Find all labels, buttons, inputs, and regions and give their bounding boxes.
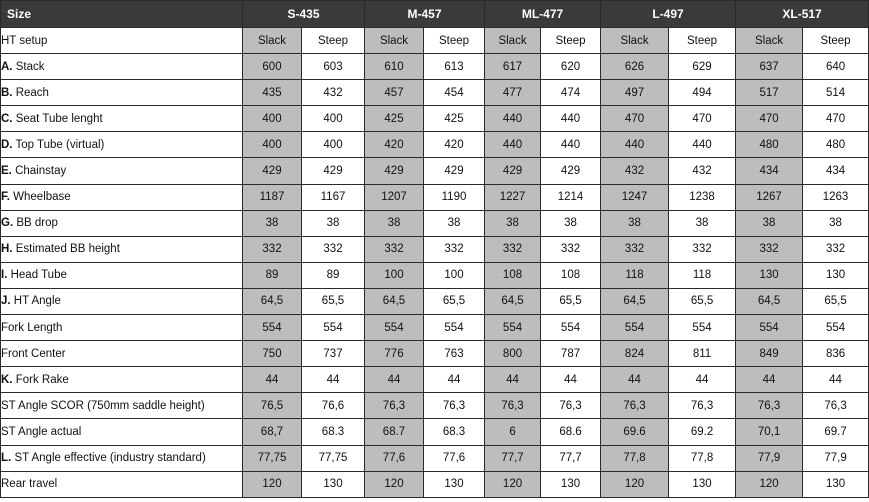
steep-value: 554 [669,315,736,341]
steep-value: 440 [669,132,736,158]
table-row [1,367,869,393]
size-header-xl: XL-517 [736,1,869,28]
slack-value: 420 [365,132,424,158]
steep-value: 44 [803,367,869,393]
slack-value: 470 [736,106,803,132]
row-prefix: F. [1,191,10,204]
slack-value: 440 [485,106,541,132]
steep-value: 69.2 [669,419,736,445]
table-row [1,341,869,367]
slack-value: 425 [365,106,424,132]
slack-value: 432 [601,158,669,184]
row-prefix: H. [1,243,13,256]
steep-value: 76,3 [424,393,485,419]
slack-value: 64,5 [243,288,302,314]
size-header-row [1,1,869,28]
steep-value: 130 [803,471,869,497]
row-label [1,158,243,184]
slack-value: 77,7 [485,445,541,471]
steep-value: 1167 [302,184,365,210]
slack-value: 824 [601,341,669,367]
steep-value: 613 [424,54,485,80]
size-header-ml: ML-477 [485,1,601,28]
slack-value: 332 [736,236,803,262]
slack-value: 400 [243,106,302,132]
steep-value: 130 [302,471,365,497]
slack-value: 554 [736,315,803,341]
steep-value: 44 [302,367,365,393]
steep-value: 434 [803,158,869,184]
slack-value: 64,5 [485,288,541,314]
slack-value: 610 [365,54,424,80]
row-name: Head Tube [10,269,67,282]
row-name: HT Angle [13,295,61,308]
steep-value: 130 [803,262,869,288]
row-label [1,262,243,288]
slack-value: 38 [736,210,803,236]
row-prefix: B. [1,86,13,99]
steep-value: 65,5 [803,288,869,314]
steep-value: 65,5 [424,288,485,314]
slack-value: 118 [601,262,669,288]
steep-header: Steep [669,28,736,54]
steep-value: 65,5 [302,288,365,314]
slack-header: Slack [243,28,302,54]
slack-value: 68,7 [243,419,302,445]
steep-value: 100 [424,262,485,288]
slack-header: Slack [365,28,424,54]
table-row [1,471,869,497]
row-name: Seat Tube lenght [15,112,103,125]
steep-value: 763 [424,341,485,367]
slack-value: 120 [485,471,541,497]
steep-value: 429 [541,158,601,184]
row-prefix: E. [1,165,12,178]
slack-value: 100 [365,262,424,288]
slack-value: 120 [243,471,302,497]
slack-value: 64,5 [365,288,424,314]
row-label [1,315,243,341]
steep-value: 420 [424,132,485,158]
slack-value: 77,6 [365,445,424,471]
slack-value: 470 [601,106,669,132]
steep-value: 737 [302,341,365,367]
slack-value: 849 [736,341,803,367]
steep-value: 77,6 [424,445,485,471]
steep-value: 554 [424,315,485,341]
slack-value: 435 [243,80,302,106]
row-label [1,54,243,80]
steep-value: 836 [803,341,869,367]
slack-value: 77,8 [601,445,669,471]
row-label [1,471,243,497]
slack-value: 130 [736,262,803,288]
steep-value: 440 [541,106,601,132]
slack-value: 440 [485,132,541,158]
steep-value: 494 [669,80,736,106]
slack-value: 38 [365,210,424,236]
size-header-label: Size [1,1,243,28]
steep-value: 44 [541,367,601,393]
row-label [1,184,243,210]
steep-value: 130 [424,471,485,497]
steep-value: 514 [803,80,869,106]
steep-value: 1190 [424,184,485,210]
slack-value: 332 [365,236,424,262]
slack-value: 497 [601,80,669,106]
slack-value: 457 [365,80,424,106]
row-name: Stack [15,60,45,73]
slack-value: 429 [485,158,541,184]
steep-value: 470 [803,106,869,132]
table-row [1,445,869,471]
slack-value: 76,3 [485,393,541,419]
table-row [1,236,869,262]
steep-value: 425 [424,106,485,132]
row-label [1,236,243,262]
row-label [1,80,243,106]
slack-value: 332 [485,236,541,262]
row-name: Fork Rake [15,373,69,386]
table-row [1,106,869,132]
table-row [1,315,869,341]
slack-value: 750 [243,341,302,367]
steep-value: 454 [424,80,485,106]
slack-value: 429 [365,158,424,184]
slack-value: 38 [243,210,302,236]
steep-value: 76,6 [302,393,365,419]
steep-value: 603 [302,54,365,80]
steep-value: 400 [302,132,365,158]
slack-value: 89 [243,262,302,288]
steep-value: 470 [669,106,736,132]
table-row [1,288,869,314]
steep-value: 480 [803,132,869,158]
slack-value: 108 [485,262,541,288]
ht-setup-label: HT setup [1,28,243,54]
slack-value: 38 [485,210,541,236]
row-name: ST Angle actual [1,425,82,438]
slack-value: 70,1 [736,419,803,445]
steep-value: 811 [669,341,736,367]
steep-value: 432 [302,80,365,106]
row-label [1,367,243,393]
row-name: Rear travel [1,478,58,491]
steep-value: 332 [803,236,869,262]
steep-value: 1263 [803,184,869,210]
row-label [1,106,243,132]
steep-value: 38 [424,210,485,236]
steep-value: 65,5 [541,288,601,314]
slack-value: 44 [485,367,541,393]
row-prefix: J. [1,295,11,308]
steep-value: 400 [302,106,365,132]
ht-setup-row [1,28,869,54]
slack-value: 1207 [365,184,424,210]
steep-value: 77,75 [302,445,365,471]
steep-value: 38 [803,210,869,236]
steep-header: Steep [803,28,869,54]
slack-value: 1187 [243,184,302,210]
slack-value: 69.6 [601,419,669,445]
steep-value: 332 [424,236,485,262]
steep-value: 640 [803,54,869,80]
slack-value: 480 [736,132,803,158]
row-name: Front Center [1,347,66,360]
row-label [1,445,243,471]
slack-value: 554 [485,315,541,341]
slack-value: 76,5 [243,393,302,419]
slack-value: 1247 [601,184,669,210]
steep-value: 554 [541,315,601,341]
steep-header: Steep [424,28,485,54]
row-prefix: I. [1,269,8,282]
steep-value: 332 [669,236,736,262]
slack-value: 617 [485,54,541,80]
row-label [1,210,243,236]
slack-value: 440 [601,132,669,158]
steep-value: 69.7 [803,419,869,445]
row-prefix: L. [1,452,12,465]
slack-value: 120 [736,471,803,497]
slack-value: 64,5 [601,288,669,314]
size-header-l: L-497 [601,1,736,28]
steep-value: 108 [541,262,601,288]
steep-value: 68.3 [302,419,365,445]
slack-value: 626 [601,54,669,80]
steep-value: 432 [669,158,736,184]
steep-value: 332 [541,236,601,262]
slack-value: 477 [485,80,541,106]
slack-value: 120 [601,471,669,497]
slack-header: Slack [601,28,669,54]
steep-value: 620 [541,54,601,80]
slack-value: 76,3 [601,393,669,419]
steep-value: 76,3 [803,393,869,419]
slack-value: 77,75 [243,445,302,471]
slack-value: 6 [485,419,541,445]
size-header-m: M-457 [365,1,485,28]
steep-value: 1214 [541,184,601,210]
steep-value: 68.6 [541,419,601,445]
row-label [1,419,243,445]
table-row [1,184,869,210]
row-name: Fork Length [1,321,63,334]
slack-value: 76,3 [365,393,424,419]
steep-value: 65,5 [669,288,736,314]
row-prefix: C. [1,112,13,125]
slack-value: 600 [243,54,302,80]
slack-value: 1227 [485,184,541,210]
table-row [1,262,869,288]
row-name: Chainstay [15,165,67,178]
steep-value: 429 [424,158,485,184]
slack-value: 554 [601,315,669,341]
steep-value: 76,3 [541,393,601,419]
slack-header: Slack [736,28,803,54]
steep-value: 68.3 [424,419,485,445]
slack-header: Slack [485,28,541,54]
table-row [1,132,869,158]
steep-value: 429 [302,158,365,184]
row-name: Estimated BB height [15,243,120,256]
row-prefix: A. [1,60,13,73]
row-prefix: D. [1,138,13,151]
table-row [1,419,869,445]
slack-value: 44 [601,367,669,393]
slack-value: 44 [243,367,302,393]
steep-value: 629 [669,54,736,80]
slack-value: 44 [365,367,424,393]
slack-value: 68.7 [365,419,424,445]
table-row [1,80,869,106]
slack-value: 517 [736,80,803,106]
slack-value: 554 [365,315,424,341]
table-row [1,210,869,236]
steep-value: 332 [302,236,365,262]
table-row [1,158,869,184]
slack-value: 64,5 [736,288,803,314]
row-name: ST Angle SCOR (750mm saddle height) [1,399,205,412]
slack-value: 1267 [736,184,803,210]
steep-value: 38 [302,210,365,236]
row-prefix: G. [1,217,14,230]
steep-header: Steep [302,28,365,54]
slack-value: 637 [736,54,803,80]
row-label [1,288,243,314]
steep-value: 118 [669,262,736,288]
steep-value: 89 [302,262,365,288]
steep-value: 787 [541,341,601,367]
steep-header: Steep [541,28,601,54]
slack-value: 332 [243,236,302,262]
row-label [1,132,243,158]
steep-value: 474 [541,80,601,106]
steep-value: 77,7 [541,445,601,471]
steep-value: 77,8 [669,445,736,471]
slack-value: 429 [243,158,302,184]
steep-value: 1238 [669,184,736,210]
steep-value: 130 [669,471,736,497]
size-header-s: S-435 [243,1,365,28]
slack-value: 800 [485,341,541,367]
row-label [1,341,243,367]
slack-value: 434 [736,158,803,184]
steep-value: 44 [669,367,736,393]
row-label [1,393,243,419]
slack-value: 400 [243,132,302,158]
slack-value: 776 [365,341,424,367]
row-name: Reach [15,86,49,99]
slack-value: 76,3 [736,393,803,419]
row-prefix: K. [1,373,13,386]
steep-value: 554 [803,315,869,341]
steep-value: 130 [541,471,601,497]
row-name: Wheelbase [13,191,71,204]
steep-value: 44 [424,367,485,393]
steep-value: 77,9 [803,445,869,471]
steep-value: 38 [541,210,601,236]
slack-value: 554 [243,315,302,341]
slack-value: 332 [601,236,669,262]
slack-value: 44 [736,367,803,393]
row-name: ST Angle effective (industry standard) [14,452,206,465]
table-row [1,54,869,80]
table-row [1,393,869,419]
row-name: BB drop [16,217,58,230]
steep-value: 76,3 [669,393,736,419]
steep-value: 554 [302,315,365,341]
slack-value: 77,9 [736,445,803,471]
slack-value: 38 [601,210,669,236]
row-name: Top Tube (virtual) [15,138,105,151]
steep-value: 38 [669,210,736,236]
steep-value: 440 [541,132,601,158]
slack-value: 120 [365,471,424,497]
